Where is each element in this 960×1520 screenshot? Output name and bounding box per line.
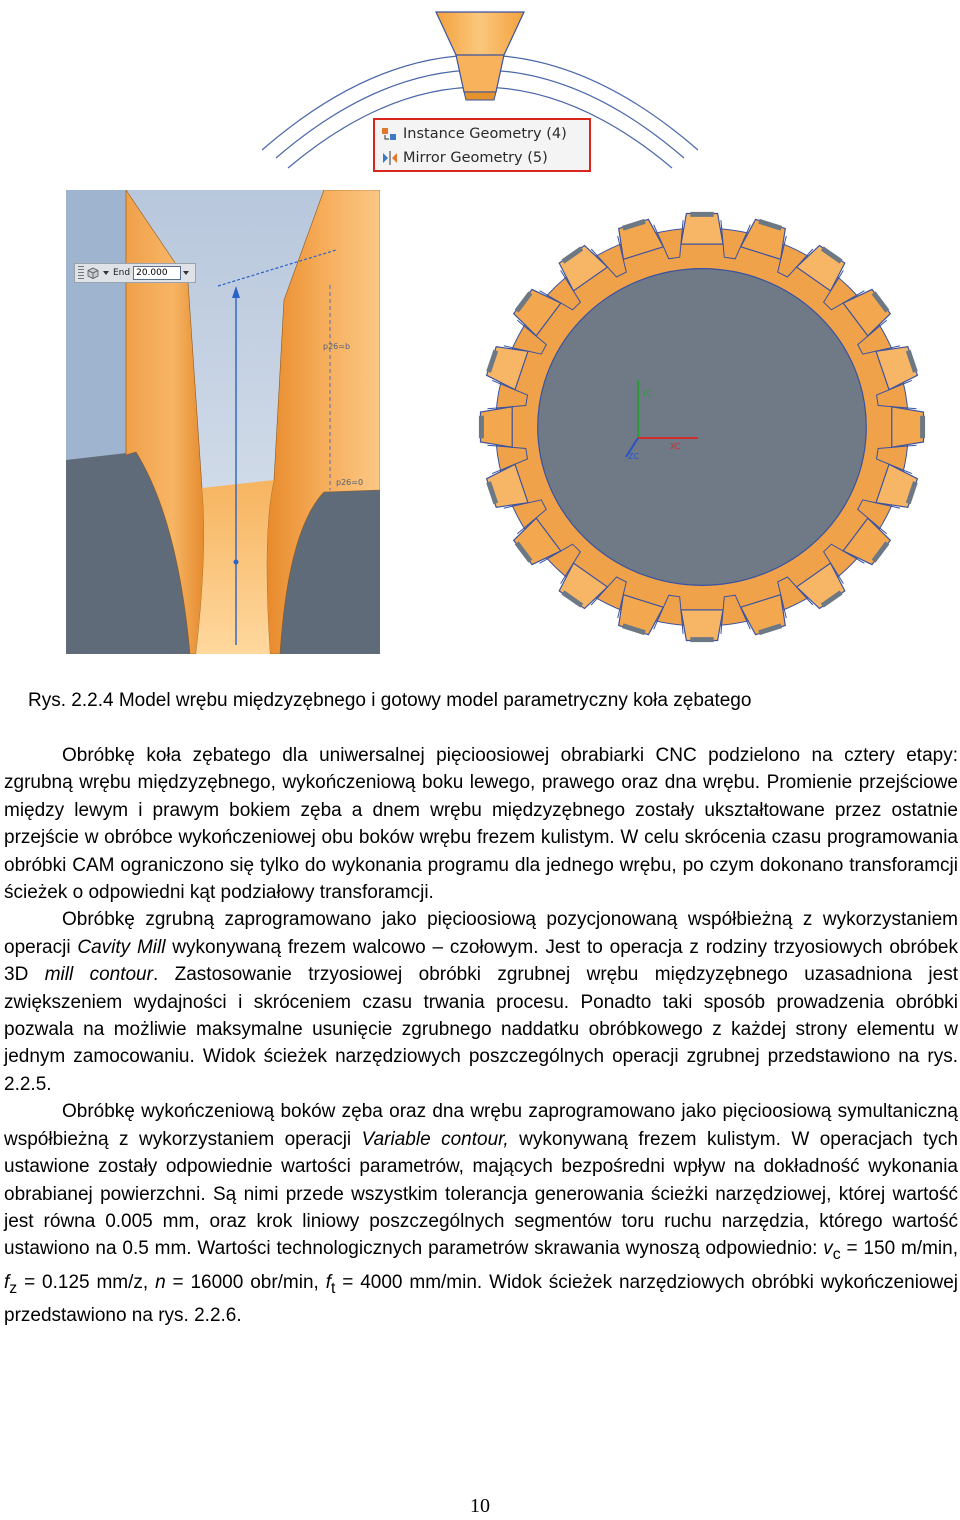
symbol-fz: f xyxy=(4,1271,10,1293)
subscript-c: c xyxy=(832,1246,841,1264)
paragraph-1: Obróbkę koła zębatego dla uniwersalnej pięcioosiowej obrabiarki CNC podzielono na cztery etapy: zgrubną wrębu międzyzębnego, wykończeniową boku lewego, prawego oraz dna wrębu. Promienie przejściowe między lewym i prawym bokiem zęba a dnem wrębu międzyzębnego zostały ukształtowane przez ostatnie przejście w obróbce wykończeniowej obu boków wrębu frezem kulistym. W celu skrócenia czasu programowania obróbki CAM ograniczono się tylko do wykonania programu dla jednego wrębu, po czym dokonano transforamcji ścieżek o odpowiedni kąt podziałowy transforamcji. xyxy=(4,745,958,904)
gear-model-figure xyxy=(440,195,960,650)
subscript-z: z xyxy=(9,1279,18,1297)
menu-item-mirror-geometry[interactable] xyxy=(381,147,548,169)
text-run: wykonywaną frezem walcowo – czołowym. Jest to operacja z rodziny trzyosiowych obróbek 3D xyxy=(4,936,958,986)
gear-tooth xyxy=(481,407,513,447)
text-run: Obróbkę zgrubną zaprogramowano jako pięcioosiową pozycjonowaną współbieżną z wykorzystaniem operacji xyxy=(4,909,958,958)
end-label: End xyxy=(113,268,131,278)
text-run: Obróbkę wykończeniową boków zęba oraz dna wrębu zaprogramowano jako pięcioosiową symultaniczną współbieżną z wykorzystaniem operacji xyxy=(4,1101,958,1150)
text-run: = 0.125 mm/z, xyxy=(17,1271,156,1293)
symbol-vc: v xyxy=(823,1238,833,1260)
tooth-space-model-figure xyxy=(66,190,380,654)
chevron-down-icon[interactable] xyxy=(101,267,111,279)
menu-item-label: Instance Geometry (4) xyxy=(403,126,567,142)
text-run: wykonywaną frezem kulistym. W operacjach tych ustawione zostały odpowiednie wartości parametrów, mających bezpośredni wpływ na dokładność wykonania obrabianej powierzchni. Są nimi przede wszystkim tolerancja generowania ścieżki narzędziowej, której wartość jest równa 0.005 mm, oraz krok liniowy poszczególnych segmentów toru ruchu narzędzia, którego wartość ustawiono na 0.5 mm. Wartości technologicznych parametrów skrawania wynoszą odpowiednio: xyxy=(4,1128,958,1260)
paragraph-2 xyxy=(4,906,958,1098)
subscript-t: t xyxy=(330,1279,336,1297)
gear-teeth-group xyxy=(481,214,924,641)
symbol-n: n xyxy=(155,1271,166,1293)
text-run: = 150 m/min, xyxy=(840,1238,958,1260)
gear-tooth xyxy=(681,214,723,245)
gear-tooth xyxy=(681,610,723,641)
instance-geometry-icon xyxy=(381,126,399,142)
axis-label-zc: ZC xyxy=(628,452,640,461)
text-run: . Zastosowanie trzyosiowej obróbki zgrubnej wrębu międzyzębnego uzasadniona jest zwiększeniem wydajności i skróceniem czasu trwania procesu. Ponadto taki sposób prowadzenia obróbki pozwala na możliwie maksymalne usunięcie zgrubnego naddatku obróbkowego z każdej strony elementu w jednym zamocowaniu. Widok ścieżek narzędziowych poszczególnych operacji zgrubnej przedstawiono na rys. 2.2.5. xyxy=(4,964,958,1095)
text-run: = 16000 obr/min, xyxy=(165,1271,326,1293)
text-run: = 4000 mm/min. Widok ścieżek narzędziowych obróbki wykończeniowej przedstawiono na rys. 2.2.6. xyxy=(4,1271,958,1326)
expression-tag-lower: p26=0 xyxy=(336,478,364,487)
pattern-context-menu xyxy=(373,118,591,172)
operation-name: mill contour xyxy=(44,964,153,986)
axis-label-yc: YC xyxy=(642,389,653,398)
menu-item-instance-geometry[interactable] xyxy=(381,123,567,145)
operation-name: Cavity Mill xyxy=(77,936,166,958)
axis-label-xc: XC xyxy=(670,442,681,451)
end-distance-toolbar xyxy=(74,263,196,283)
cube-icon[interactable] xyxy=(87,267,99,279)
gear-face xyxy=(538,269,867,586)
gear-tooth xyxy=(892,407,924,447)
paragraph-3 xyxy=(4,1098,958,1329)
symbol-ft: f xyxy=(325,1271,331,1293)
mirror-geometry-icon xyxy=(381,150,399,166)
body-text xyxy=(4,742,958,1329)
figure-caption: Rys. 2.2.4 Model wrębu międzyzębnego i gotowy model parametryczny koła zębatego xyxy=(28,690,752,711)
menu-item-label: Mirror Geometry (5) xyxy=(403,150,548,166)
drag-grip-icon[interactable] xyxy=(78,266,84,280)
end-value-input[interactable] xyxy=(133,266,181,280)
operation-name: Variable contour, xyxy=(361,1128,509,1150)
page-number: 10 xyxy=(470,1495,490,1517)
chevron-down-icon[interactable] xyxy=(181,267,191,279)
expression-tag-upper: p26=b xyxy=(323,342,351,351)
